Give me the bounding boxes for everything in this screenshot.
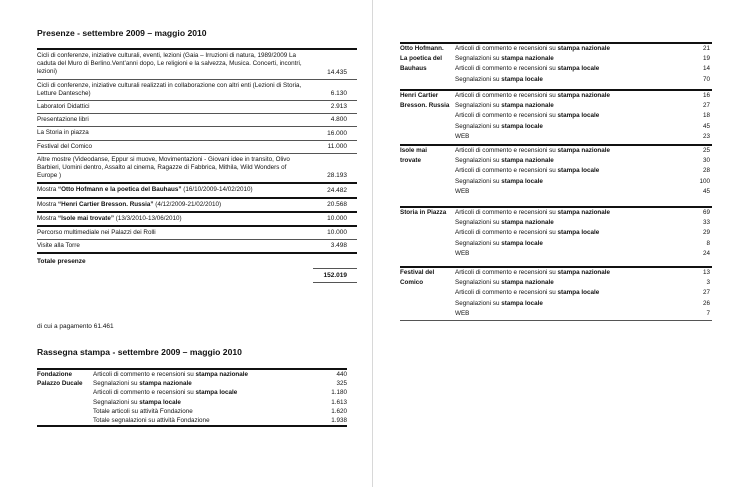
row-label: Segnalazioni su stampa locale [455, 122, 543, 130]
row-label: Articoli di commento e recensioni su stampa nazionale [455, 92, 611, 99]
table-row [37, 370, 347, 379]
table-row [400, 111, 712, 121]
table-row [400, 132, 712, 142]
table-row [37, 48, 357, 80]
row-value: 440 [336, 371, 347, 378]
table-row [400, 177, 712, 187]
row-value: 10.000 [327, 229, 347, 237]
table-row [400, 91, 712, 101]
row-label: Festival del Comico [37, 142, 92, 150]
row-label: Altre mostre (Videodanse, Eppur si muove, Movimentazioni - Giovani idee in transito, Olivo Barbieri, Uomini dentro, Assalto al cinema, Ragazze di Fabbrica, Mithila, Wild Wonders of Europe ) [37, 155, 290, 180]
table-row [37, 240, 357, 254]
row-label: Percorso multimediale nei Palazzi dei Rolli [37, 229, 156, 237]
row-value: 13 [702, 269, 710, 276]
table-row [37, 227, 357, 240]
row-value: 27 [702, 102, 710, 110]
row-value: 1.613 [331, 398, 347, 406]
row-label: Cicli di conferenze, iniziative culturali realizzati in collaborazione con altri enti (Lezioni di Storia, Letture Dantesche) [37, 81, 302, 97]
row-label: Totale segnalazioni su attività Fondazione [93, 416, 210, 424]
group-festival-del-comico [400, 266, 712, 319]
table-row [37, 114, 357, 127]
group-name-line: Comico [400, 279, 424, 287]
row-label: Mostra “Isole mai trovate” (13/3/2010-13/06/2010) [37, 214, 182, 222]
row-value: 30 [702, 157, 710, 165]
row-label: Segnalazioni su stampa locale [93, 398, 181, 406]
presenze-title: Presenze - settembre 2009 – maggio 2010 [37, 28, 207, 38]
row-value: 25 [702, 147, 710, 154]
row-value: 7 [706, 309, 710, 317]
row-value: 28.193 [327, 172, 347, 180]
table-row [400, 309, 712, 319]
row-value: 1.620 [331, 407, 347, 415]
row-value: 21 [702, 45, 710, 52]
paid-note: di cui a pagamento 61.461 [37, 323, 114, 330]
table-row [400, 288, 712, 298]
group-name-line: La poetica del [400, 55, 442, 63]
table-row [400, 156, 712, 166]
row-label: Segnalazioni su stampa nazionale [455, 279, 554, 287]
table-row [400, 208, 712, 218]
row-value: 27 [702, 289, 710, 297]
row-label: Segnalazioni su stampa locale [455, 239, 543, 247]
table-row [37, 416, 347, 425]
row-label: La Storia in piazza [37, 129, 89, 137]
row-value: 3.498 [330, 242, 347, 250]
group-name-line: trovate [400, 157, 421, 165]
table-row [37, 127, 357, 140]
table-row [400, 75, 712, 85]
row-label: Presentazione libri [37, 116, 89, 124]
group-name-line: Bauhaus [400, 65, 427, 73]
row-value: 33 [702, 219, 710, 227]
table-end-line [400, 320, 712, 321]
row-label: Segnalazioni su stampa locale [455, 299, 543, 307]
row-value: 14.435 [327, 68, 347, 76]
row-label: Articoli di commento e recensioni su stampa locale [455, 229, 600, 237]
row-label: Segnalazioni su stampa locale [455, 75, 543, 83]
rassegna-table [37, 368, 347, 427]
row-value: 325 [336, 380, 347, 388]
row-label: Segnalazioni su stampa locale [455, 177, 543, 185]
left-page [0, 0, 372, 487]
table-row [400, 166, 712, 176]
table-row [37, 184, 357, 198]
table-row [37, 199, 357, 213]
row-value: 1.180 [331, 389, 347, 397]
row-value: 16 [702, 92, 710, 99]
row-label: Segnalazioni su stampa nazionale [455, 157, 554, 165]
table-row [37, 407, 347, 416]
row-value: 69 [702, 209, 710, 216]
row-value: 8 [706, 239, 710, 247]
row-label: WEB [455, 249, 470, 257]
row-value: 24.482 [327, 186, 347, 194]
table-row [400, 278, 712, 288]
row-label: Segnalazioni su stampa nazionale [455, 55, 554, 63]
table-row [37, 80, 357, 101]
row-label: Mostra “Henri Cartier Bresson. Russia” (4/12/2009-21/02/2010) [37, 200, 222, 208]
rassegna-title: Rassegna stampa - settembre 2009 – maggio 2010 [37, 347, 242, 357]
row-label: Totale articoli su attività Fondazione [93, 407, 193, 415]
row-value: 1.938 [331, 416, 347, 424]
group-cartier-bresson [400, 89, 712, 142]
table-row [37, 213, 357, 227]
table-row [400, 228, 712, 238]
row-label: Segnalazioni su stampa nazionale [455, 219, 554, 227]
table-row [37, 398, 347, 407]
row-value: 6.130 [330, 90, 347, 98]
row-value: 45 [702, 122, 710, 130]
row-value: 20.568 [327, 200, 347, 208]
row-label: Cicli di conferenze, iniziative culturali, eventi, lezioni (Gaia – Irruzioni di natura, 1989/2009 La caduta del Muro di Berlino.Vent’anni dopo, Le religioni e la salvezza, Musica. Concerti, incontri, lezioni) [37, 52, 302, 76]
table-row [400, 218, 712, 228]
total-row [37, 254, 357, 280]
total-label: Totale presenze [37, 258, 86, 266]
table-row [400, 249, 712, 259]
group-name-line: Festival del [400, 269, 435, 276]
table-row [37, 141, 357, 154]
row-label: Articoli di commento e recensioni su stampa nazionale [455, 147, 611, 154]
row-value: 14 [702, 65, 710, 73]
table-row [400, 268, 712, 278]
row-label: Visite alla Torre [37, 242, 80, 250]
row-value: 4.800 [330, 116, 347, 124]
row-label: WEB [455, 132, 470, 140]
group-isole-mai-trovate [400, 144, 712, 197]
table-row [400, 54, 712, 64]
table-row [400, 44, 712, 54]
table-row [400, 187, 712, 197]
table-row [400, 122, 712, 132]
group-name-line: Isole mai [400, 147, 427, 154]
row-value: 16.000 [327, 129, 347, 137]
total-value: 152.019 [323, 272, 347, 280]
org-name-line1: Fondazione [37, 371, 72, 378]
row-value: 100 [699, 177, 710, 185]
group-otto-hofmann [400, 42, 712, 85]
table-row [400, 101, 712, 111]
org-name-line2: Palazzo Ducale [37, 380, 83, 388]
row-value: 10.000 [327, 215, 347, 223]
row-label: Articoli di commento e recensioni su stampa locale [455, 65, 600, 73]
row-label: Mostra “Otto Hofmann e la poetica del Bauhaus” (16/10/2009-14/02/2010) [37, 186, 253, 194]
row-value: 19 [702, 55, 710, 63]
row-label: Laboratori Didattici [37, 103, 90, 111]
group-name-line: Storia in Piazza [400, 209, 447, 216]
row-value: 70 [702, 75, 710, 83]
presenze-table [37, 48, 357, 280]
row-value: 23 [702, 132, 710, 140]
row-value: 45 [702, 187, 710, 195]
group-storia-in-piazza [400, 206, 712, 259]
row-value: 3 [706, 279, 710, 287]
row-label: Articoli di commento e recensioni su stampa nazionale [455, 45, 611, 52]
right-page [373, 0, 745, 487]
row-label: Articoli di commento e recensioni su stampa locale [455, 289, 600, 297]
row-label: Articoli di commento e recensioni su stampa nazionale [455, 269, 611, 276]
table-row [37, 101, 357, 114]
table-row [400, 239, 712, 249]
row-value: 26 [702, 299, 710, 307]
table-row [37, 388, 347, 397]
row-label: Articoli di commento e recensioni su stampa nazionale [93, 371, 249, 378]
row-label: Articoli di commento e recensioni su stampa locale [455, 167, 600, 175]
row-label: WEB [455, 309, 470, 317]
row-value: 11.000 [327, 142, 347, 150]
group-name-line: Bresson. Russia [400, 102, 450, 110]
row-label: WEB [455, 187, 470, 195]
row-label: Articoli di commento e recensioni su stampa locale [93, 389, 238, 397]
row-label: Segnalazioni su stampa nazionale [455, 102, 554, 110]
group-name-line: Henri Cartier [400, 92, 439, 99]
row-label: Articoli di commento e recensioni su stampa locale [455, 112, 600, 120]
group-name-line: Otto Hofmann. [400, 45, 444, 52]
row-value: 2.913 [330, 103, 347, 111]
row-value: 29 [702, 229, 710, 237]
table-row [400, 146, 712, 156]
table-row [37, 379, 347, 388]
row-value: 24 [702, 249, 710, 257]
row-value: 18 [702, 112, 710, 120]
table-row [400, 64, 712, 74]
row-value: 28 [702, 167, 710, 175]
row-label: Segnalazioni su stampa nazionale [93, 380, 192, 388]
table-row [400, 299, 712, 309]
table-row [37, 154, 357, 185]
row-label: Articoli di commento e recensioni su stampa nazionale [455, 209, 611, 216]
